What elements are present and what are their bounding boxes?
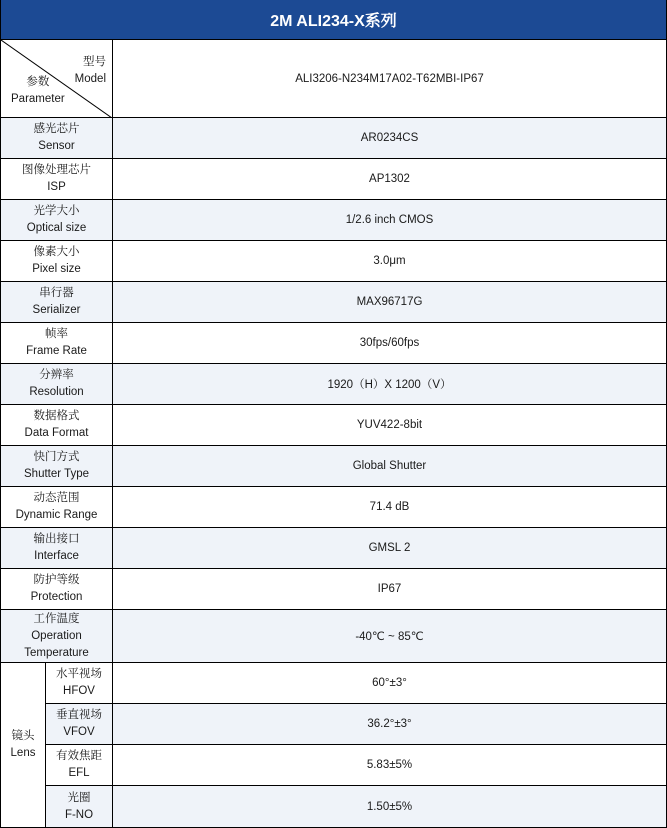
cell-value: -40℃ ~ 85℃ [355, 631, 424, 643]
cell-value: 71.4 dB [369, 501, 410, 513]
model-row [1, 40, 666, 118]
table-row-hfov [46, 663, 666, 704]
corner-header-cell [1, 40, 113, 117]
label-cn: 光圈 [67, 791, 91, 804]
cell-value: IP67 [377, 583, 402, 595]
label-en: Sensor [38, 140, 75, 152]
label-en: Shutter Type [24, 468, 89, 480]
table-row-isp [1, 159, 666, 200]
label-cn: 水平视场 [56, 668, 102, 680]
table-row-resolution [1, 364, 666, 405]
label-en: Pixel size [32, 263, 81, 275]
label-cn: 有效焦距 [56, 750, 102, 762]
cell-value: 30fps/60fps [359, 337, 420, 349]
label-cn: 像素大小 [33, 246, 80, 258]
cell-value: 36.2°±3° [367, 718, 412, 730]
lens-label-en: Lens [10, 747, 36, 759]
corner-parameter-label [11, 74, 65, 108]
cell-value: AP1302 [369, 173, 410, 185]
table-row-dynamic-range [1, 487, 666, 528]
cell-value: Global Shutter [352, 460, 427, 472]
model-value: ALI3206-N234M17A02-T62MBI-IP67 [295, 72, 484, 85]
label-cn: 防护等级 [33, 574, 80, 586]
corner-parameter-en: Parameter [11, 93, 65, 105]
label-cn: 光学大小 [33, 205, 80, 217]
table-row-efl [46, 745, 666, 786]
label-en: Frame Rate [26, 345, 87, 357]
label-en: Dynamic Range [15, 509, 98, 521]
label-en: F-NO [64, 808, 94, 821]
cell-value: 1/2.6 inch CMOS [345, 214, 434, 226]
table-row-data-format [1, 405, 666, 446]
cell-value: MAX96717G [356, 296, 423, 308]
label-cn: 快门方式 [33, 451, 80, 463]
lens-section [1, 663, 666, 827]
label-en: HFOV [63, 685, 95, 697]
lens-rows [46, 663, 666, 827]
lens-group-label [1, 663, 46, 827]
label-en: ISP [47, 181, 66, 193]
label-cn: 图像处理芯片 [22, 164, 91, 176]
label-cn: 动态范围 [33, 492, 80, 504]
label-en: Data Format [24, 427, 89, 439]
label-en: Protection [30, 591, 83, 603]
cell-value: YUV422-8bit [356, 419, 423, 431]
label-cn: 感光芯片 [33, 123, 80, 135]
label-cn: 数据格式 [33, 410, 80, 422]
corner-model-label [75, 54, 106, 88]
cell-value: 5.83±5% [366, 759, 413, 771]
table-row-protection [1, 569, 666, 610]
label-cn: 分辨率 [39, 369, 74, 381]
cell-value: AR0234CS [360, 132, 419, 144]
cell-value: 1920（H）X 1200（V） [327, 379, 452, 391]
label-en: Interface [34, 550, 79, 562]
label-en: Optical size [26, 222, 87, 234]
table-row-pixel-size [1, 241, 666, 282]
label-cn: 工作温度 [33, 612, 80, 625]
label-en: Resolution [29, 386, 84, 398]
cell-value: 3.0μm [373, 255, 406, 267]
label-cn: 帧率 [45, 328, 68, 340]
table-row-shutter-type [1, 446, 666, 487]
corner-model-en: Model [74, 73, 106, 85]
table-row-interface [1, 528, 666, 569]
corner-parameter-cn: 参数 [26, 76, 50, 88]
table-row-optical-size [1, 200, 666, 241]
label-cn: 垂直视场 [56, 709, 102, 721]
table-row-serializer [1, 282, 666, 323]
label-cn: 串行器 [39, 287, 74, 299]
cell-value: 1.50±5% [366, 800, 413, 813]
label-en: EFL [68, 767, 90, 779]
label-en: VFOV [63, 726, 95, 738]
table-row-f-no [46, 786, 666, 827]
table-title: 2M ALI234-X系列 [1, 0, 666, 40]
table-row-operation-temperature [1, 610, 666, 663]
corner-model-cn: 型号 [83, 56, 106, 68]
label-cn: 输出接口 [33, 533, 80, 545]
label-en-line2: Temperature [24, 646, 89, 659]
table-row-frame-rate [1, 323, 666, 364]
cell-value: GMSL 2 [368, 542, 411, 554]
cell-value: 60°±3° [372, 677, 407, 689]
label-en: Operation [31, 629, 82, 642]
table-row-sensor [1, 118, 666, 159]
lens-label-cn: 镜头 [11, 730, 35, 742]
label-en: Serializer [32, 304, 81, 316]
table-row-vfov [46, 704, 666, 745]
